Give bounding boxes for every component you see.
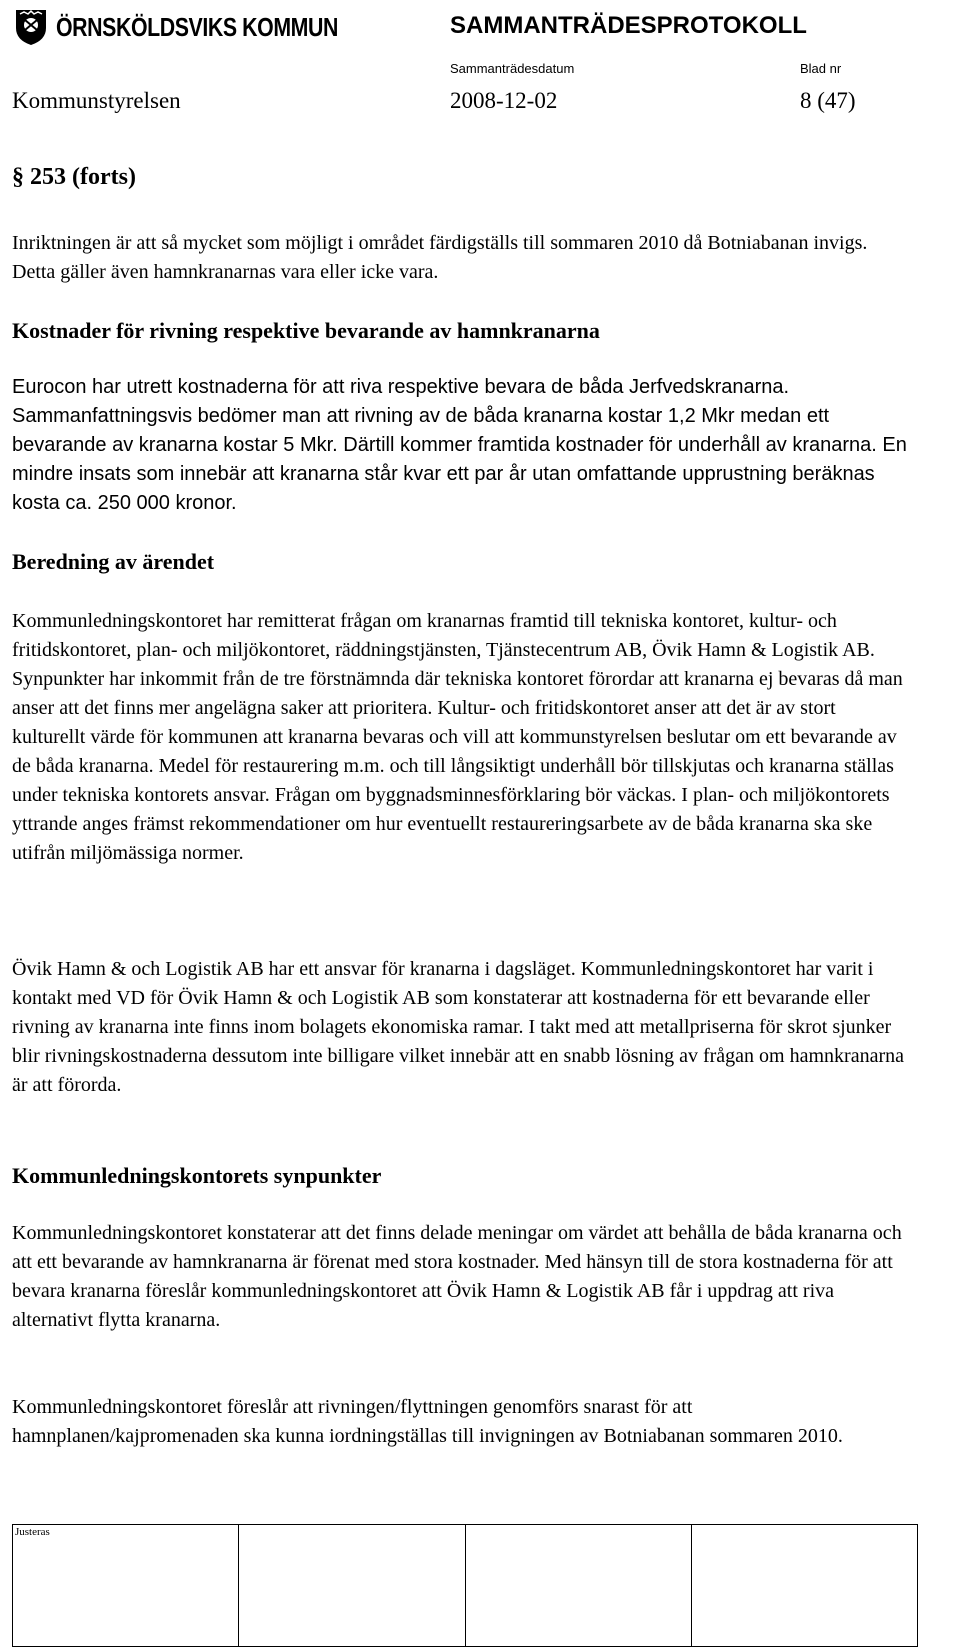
paragraph-ovik-hamn: Övik Hamn & och Logistik AB har ett ansvar för kranarna i dagsläget. Kommunledningskontoret har varit i kontakt med VD för Övik Hamn & och Logistik AB som konstaterar att kostnaderna för ett bevarande eller rivning av kranarna inte finns inom bolagets ekonomiska ramar. I takt med att metallpriserna för skrot sjunker blir rivningskostnaderna dessutom inte billigare vilket innebär att en snabb lösning av frågan om hamnkranarna är att förorda. <box>12 958 904 1096</box>
meeting-date-label: Sammanträdesdatum <box>450 61 575 76</box>
document-type: SAMMANTRÄDESPROTOKOLL <box>450 12 807 39</box>
signature-cell <box>465 1525 691 1647</box>
organization-name: Kommunstyrelsen <box>12 88 181 113</box>
heading-opinions: Kommunledningskontorets synpunkter <box>12 1163 382 1188</box>
paragraph-intro: Inriktningen är att så mycket som möjligt i området färdigställs till sommaren 2010 då Botniabanan invigs. Detta gäller även hamnkranarnas vara eller icke vara. <box>12 232 868 283</box>
page-number-label: Blad nr <box>800 61 842 76</box>
heading-costs: Kostnader för rivning respektive bevarande av hamnkranarna <box>12 318 600 343</box>
paragraph-proposal: Kommunledningskontoret föreslår att rivningen/flyttningen genomförs snarast för att hamnplanen/kajpromenaden ska kunna iordningställas till invigningen av Botniabanan sommaren 2010. <box>12 1396 843 1447</box>
signature-cell <box>239 1525 465 1647</box>
paragraph-eurocon: Eurocon har utrett kostnaderna för att riva respektive bevara de båda Jerfvedskranarna. Sammanfattningsvis bedömer man att rivning av de båda kranarna kostar 1,2 Mkr medan ett bevarande av kranarna kostar 5 Mkr. Därtill kommer framtida kostnader för underhåll av kranarna. En mindre insats som innebär att kranarna står kvar ett par år utan omfattande upprustning beräknas kosta ca. 250 000 kronor. <box>12 376 907 514</box>
signature-cell <box>13 1525 239 1647</box>
heading-preparation: Beredning av ärendet <box>12 549 215 574</box>
section-number: § 253 (forts) <box>12 164 136 190</box>
header-logo <box>14 8 400 46</box>
paragraph-opinions: Kommunledningskontoret konstaterar att det finns delade meningar om värdet att behålla de båda kranarna och att ett bevarande av hamnkranarna är förenat med stora kostnader. Med hänsyn till de stora kostnaderna för att bevara kranarna föreslår kommunledningskontoret att Övik Hamn & Logistik AB får i uppdrag att riva alternativt flytta kranarna. <box>12 1222 902 1331</box>
municipal-crest-icon <box>14 8 48 46</box>
signature-table <box>12 1524 918 1647</box>
page-number: 8 (47) <box>800 88 856 113</box>
municipality-name: ÖRNSKÖLDSVIKS KOMMUN <box>56 11 339 42</box>
paragraph-preparation: Kommunledningskontoret har remitterat frågan om kranarnas framtid till tekniska kontoret, kultur- och fritidskontoret, plan- och miljökontoret, räddningstjänsten, Tjänstecentrum AB, Övik Hamn & Logistik AB. Synpunkter har inkommit från de tre förstnämnda där tekniska kontoret förordar att kranarna ej bevaras då man anser att det finns mer angelägna saker att prioritera. Kultur- och fritidskontoret anser att det är av stort kulturellt värde för kommunen att kranarna bevaras och vill att kommunstyrelsen beslutar om ett bevarande av de båda kranarna. Medel för restaurering m.m. och till långsiktigt underhåll bör tillskjutas och kranarna ställas under tekniska kontorets ansvar. Frågan om byggnadsminnesförklaring bör väckas. I plan- och miljökontorets yttrande anges främst rekommendationer om hur eventuellt restaureringsarbete av de båda kranarna ska ske utifrån miljömässiga normer. <box>12 610 903 864</box>
signature-cell <box>691 1525 917 1647</box>
meeting-date: 2008-12-02 <box>450 88 558 113</box>
justeras-label: Justeras <box>15 1526 50 1538</box>
